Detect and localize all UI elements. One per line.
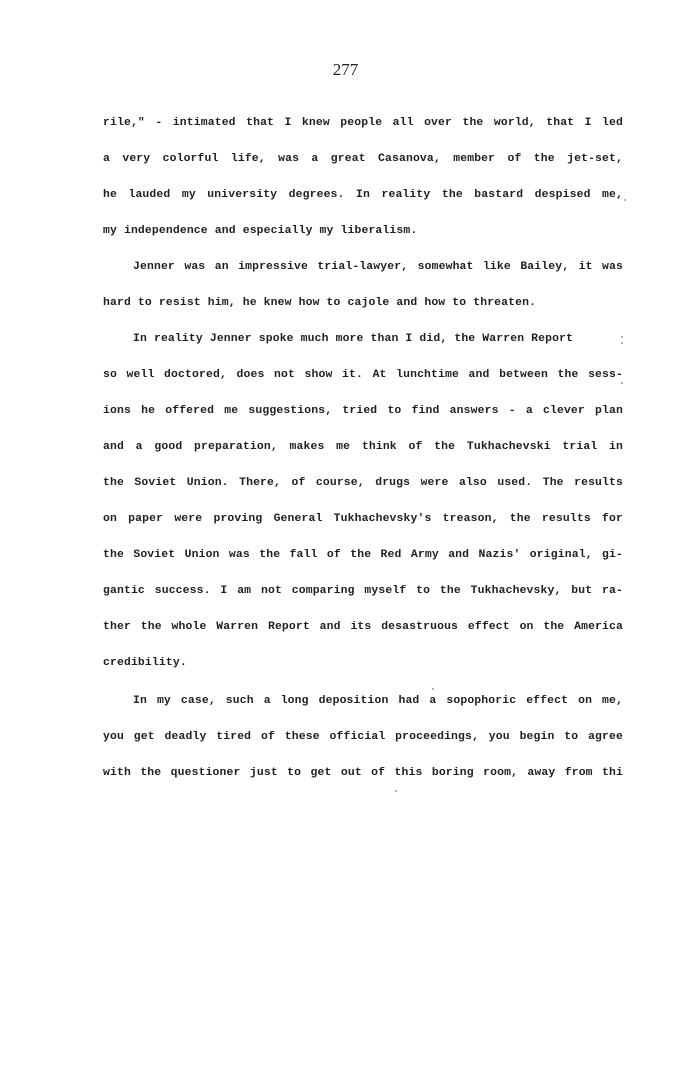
text-line: credibility. [103,657,187,669]
page-number: 277 [332,60,359,79]
text-line: ions he offered me suggestions, tried to find answers - a clever plan [103,405,623,417]
scan-speck [621,382,623,384]
text-line: In reality Jenner spoke much more than I did, the Warren Report [133,333,574,345]
text-line: a very colorful life, was a great Casanova, member of the jet-set, [103,153,623,165]
text-line: my independence and especially my liberalism. [103,225,418,237]
scan-speck [624,199,626,201]
text-line: on paper were proving General Tukhachevsky's treason, the results for [103,513,623,525]
text-line: and a good preparation, makes me think of the Tukhachevski trial in [103,441,623,453]
scan-speck [395,790,397,792]
text-line: so well doctored, does not show it. At lunchtime and between the sess- [103,369,623,381]
text-line: you get deadly tired of these official proceedings, you begin to agree [103,731,623,743]
text-line: rile," - intimated that I knew people all over the world, that I led [103,117,623,129]
text-line: gantic success. I am not comparing myself to the Tukhachevsky, but ra- [103,585,623,597]
text-line: the Soviet Union was the fall of the Red Army and Nazis' original, gi- [103,549,623,561]
text-line: he lauded my university degrees. In reality the bastard despised me, [103,189,623,201]
text-line: the Soviet Union. There, of course, drugs were also used. The results [103,477,623,489]
text-line: with the questioner just to get out of this boring room, away from thi [103,767,623,779]
scan-speck [432,688,434,690]
scan-speck [621,336,623,338]
text-line: hard to resist him, he knew how to cajole and how to threaten. [103,297,537,309]
text-line: In my case, such a long deposition had a sopophoric effect on me, [133,695,623,707]
text-line: Jenner was an impressive trial-lawyer, somewhat like Bailey, it was [133,261,623,273]
scan-speck [621,342,623,344]
text-line: ther the whole Warren Report and its desastruous effect on the America [103,621,623,633]
